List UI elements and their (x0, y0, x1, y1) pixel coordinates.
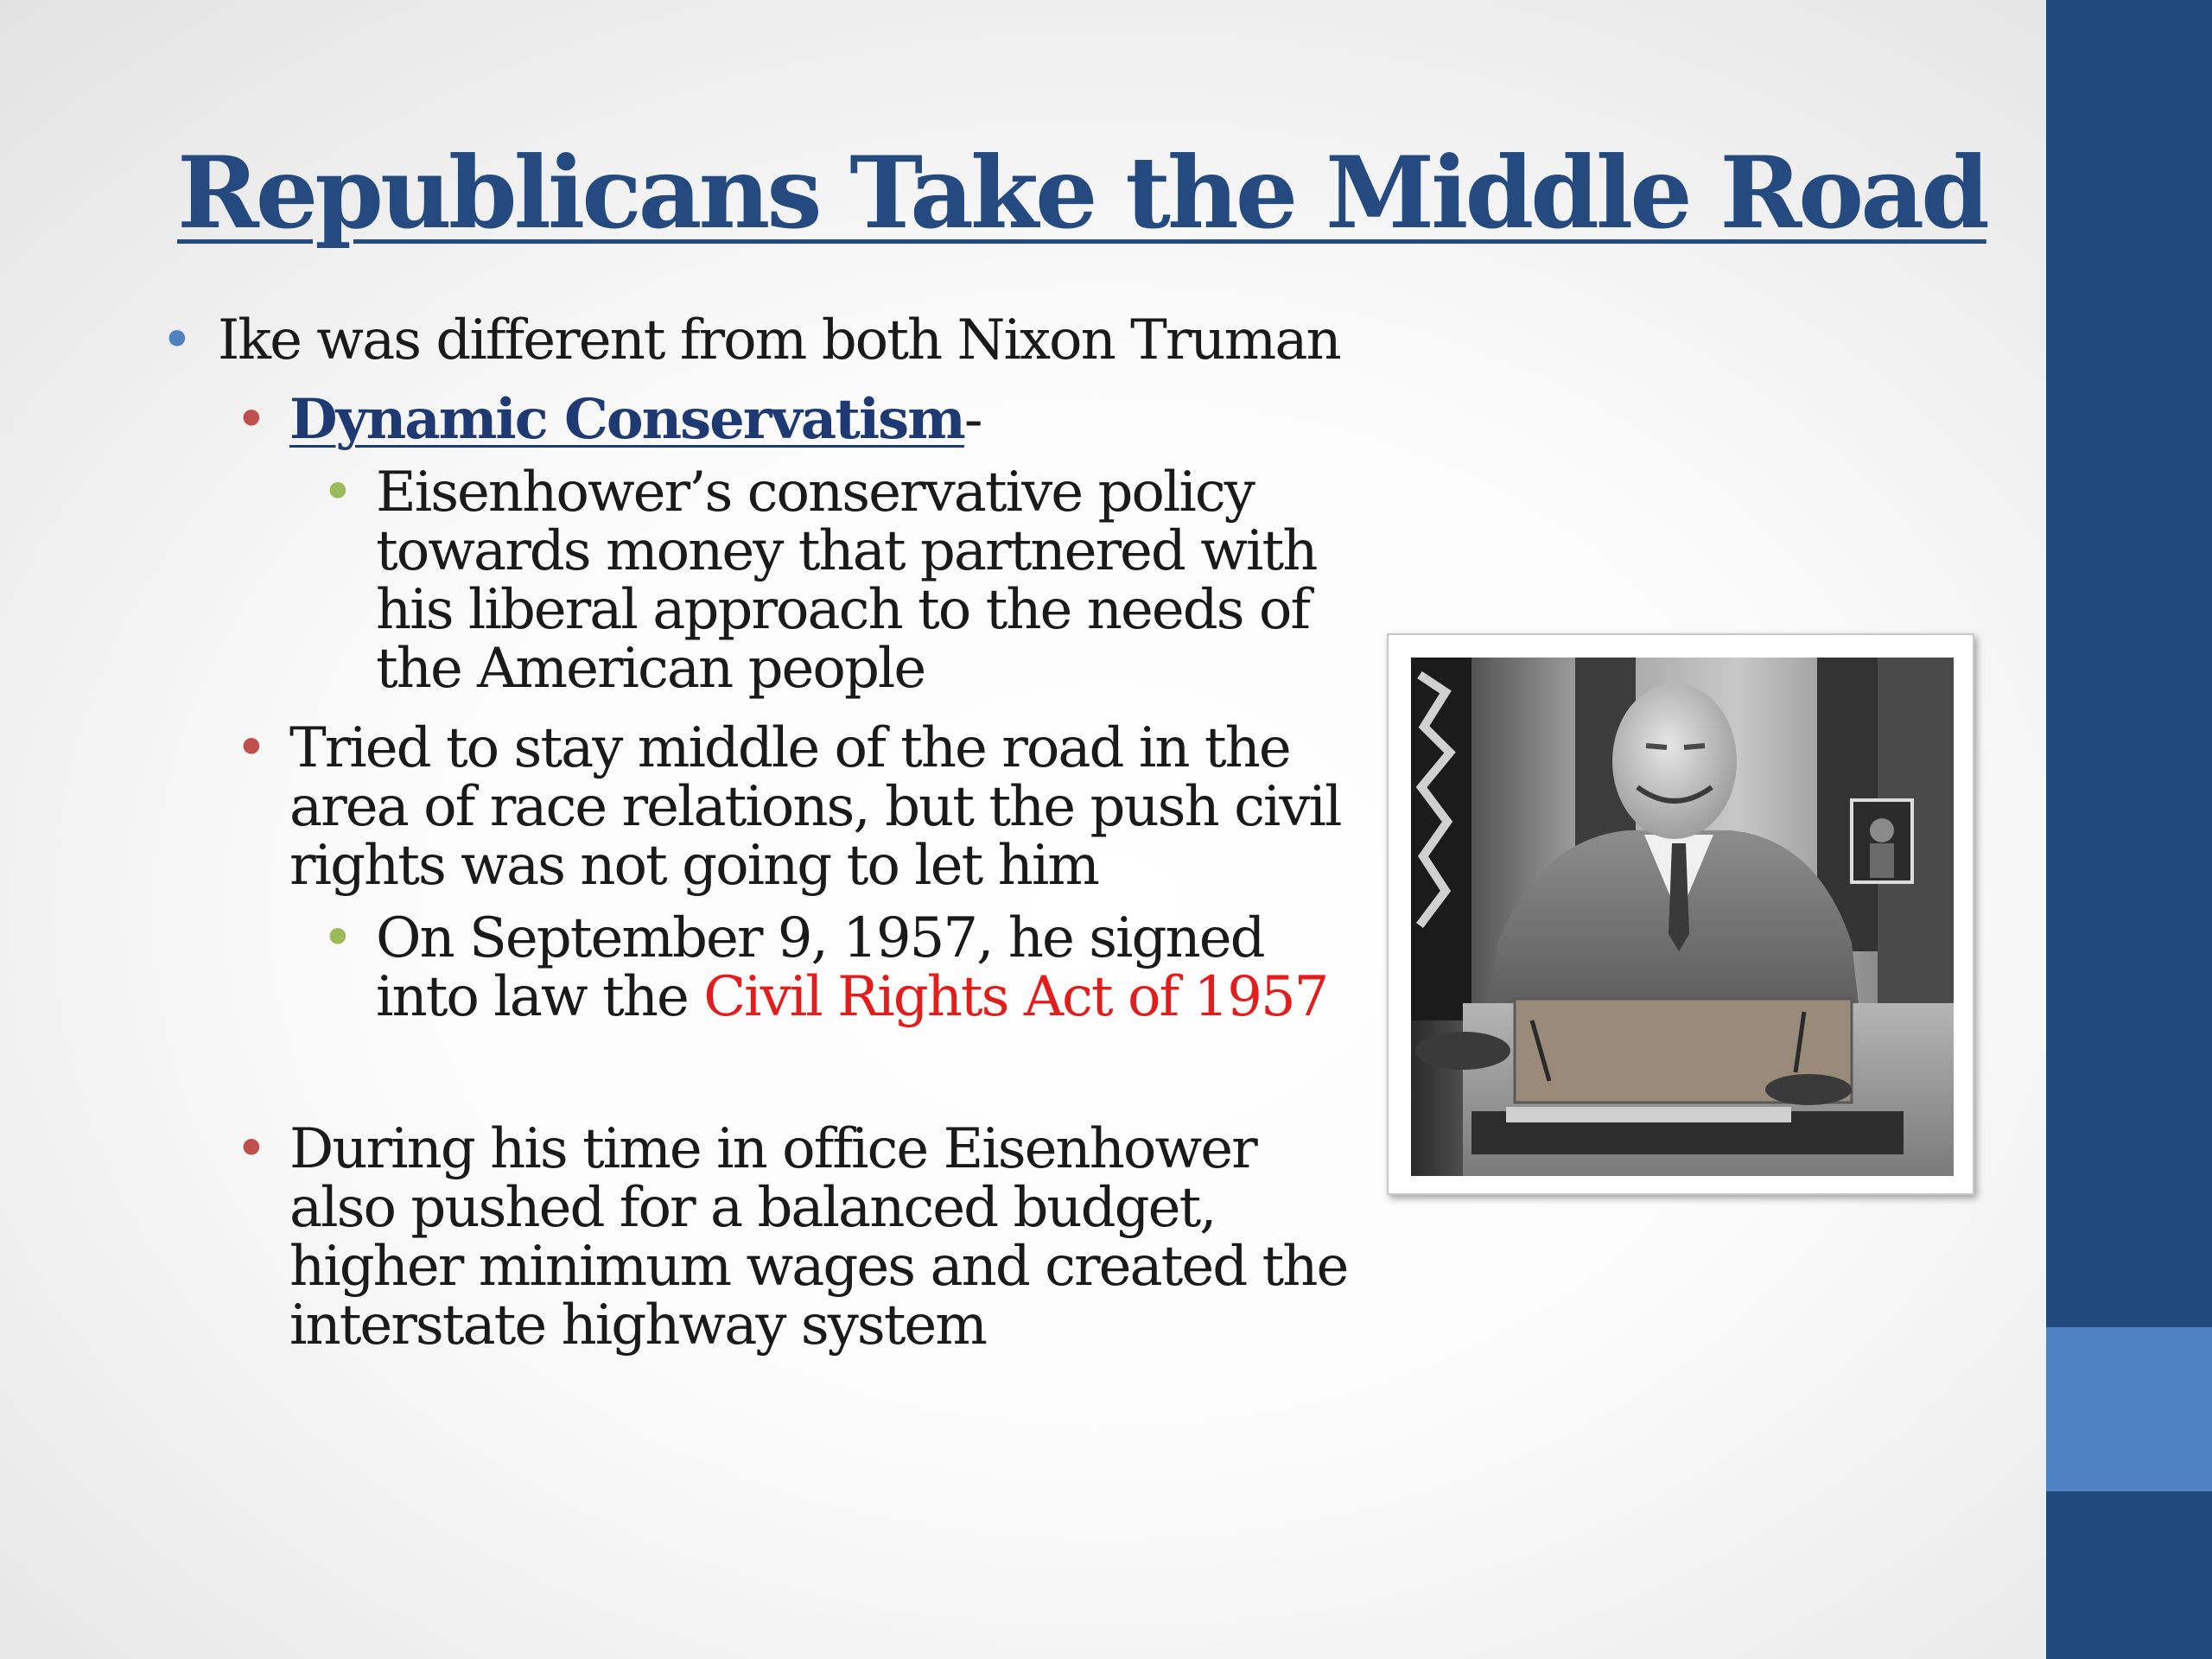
dynamic-conservatism-link[interactable]: Dynamic Conservatism (289, 387, 964, 452)
bullet-marker: • (321, 906, 353, 970)
bullet-ike-different (156, 308, 1348, 372)
bullet-text: On September 9, 1957, he signed into law the (376, 906, 1264, 1029)
bullet-marker: • (235, 388, 266, 452)
bullet-text: Ike was different from both Nixon Truman (218, 308, 1340, 372)
bullet-list (156, 308, 1348, 1357)
eisenhower-photo (1387, 633, 1974, 1195)
bullet-civil-rights-act (156, 906, 1348, 1029)
bullet-text: Eisenhower’s conservative policy towards money that partnered with his liberal approach to the needs of the American people (376, 461, 1317, 701)
term-suffix: - (963, 388, 982, 452)
sidebar-accent-band (2046, 1327, 2212, 1491)
eisenhower-photo-image (1411, 658, 1954, 1176)
bullet-marker: • (235, 716, 266, 780)
bullet-dynamic-conservatism (156, 387, 1348, 452)
civil-rights-act-highlight: Civil Rights Act of 1957 (703, 965, 1328, 1029)
bullet-marker: • (235, 1117, 266, 1181)
bullet-balanced-budget (156, 1117, 1348, 1357)
bullet-conservative-policy (156, 461, 1348, 701)
slide-title: Republicans Take the Middle Road (177, 135, 1986, 251)
bullet-text: During his time in office Eisenhower also pushed for a balanced budget, higher minimum wages and created the interstate highway system (289, 1117, 1348, 1357)
bullet-race-relations (156, 716, 1348, 898)
bullet-marker: • (161, 308, 192, 372)
bullet-text: Tried to stay middle of the road in the area of race relations, but the push civil rights was not going to let him (289, 716, 1341, 898)
bullet-marker: • (321, 461, 353, 524)
